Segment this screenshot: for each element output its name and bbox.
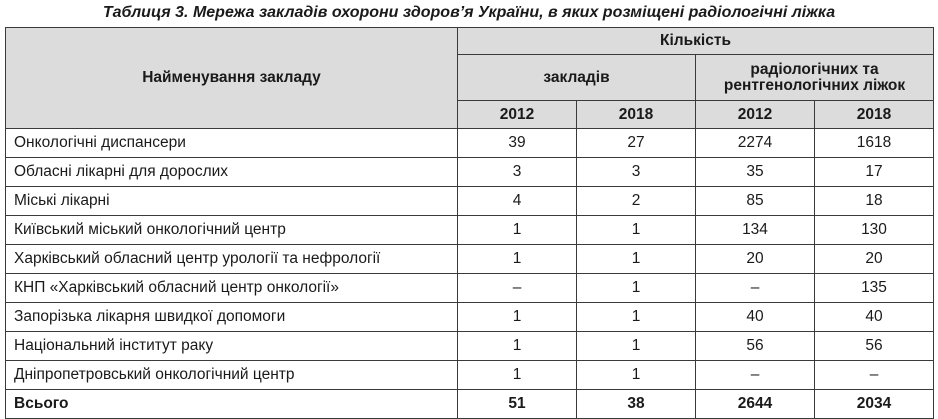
header-row-quantity [6,28,934,55]
beds-2012: 40 [696,303,815,332]
table-row [6,332,934,361]
beds-2018: 40 [815,303,934,332]
total-institutions-2012: 51 [458,390,577,419]
header-year-inst-2018: 2018 [577,101,696,129]
beds-2012: 2274 [696,129,815,158]
beds-2018: – [815,361,934,390]
total-institutions-2018: 38 [577,390,696,419]
beds-2018: 135 [815,274,934,303]
beds-2012: 134 [696,216,815,245]
header-year-beds-2012: 2012 [696,101,815,129]
beds-2012: 35 [696,158,815,187]
institutions-2018: 1 [577,303,696,332]
institutions-2012: – [458,274,577,303]
institution-name: КНП «Харківський обласний центр онкології» [6,274,458,303]
header-institutions: закладів [458,55,696,101]
table-row [6,245,934,274]
table-row [6,303,934,332]
beds-2018: 1618 [815,129,934,158]
institutions-2012: 1 [458,216,577,245]
total-label: Всього [6,390,458,419]
header-year-inst-2012: 2012 [458,101,577,129]
beds-2018: 130 [815,216,934,245]
beds-2012: 56 [696,332,815,361]
institutions-table [5,27,934,419]
total-beds-2018: 2034 [815,390,934,419]
institutions-2018: 1 [577,274,696,303]
beds-2018: 56 [815,332,934,361]
institutions-2018: 1 [577,332,696,361]
institution-name: Онкологічні диспансери [6,129,458,158]
header-quantity: Кількість [458,28,934,55]
beds-2012: – [696,274,815,303]
institution-name: Міські лікарні [6,187,458,216]
table-row [6,361,934,390]
institution-name: Дніпропетровський онкологічний центр [6,361,458,390]
institution-name: Харківський обласний центр урології та нефрології [6,245,458,274]
institutions-2018: 2 [577,187,696,216]
header-year-beds-2018: 2018 [815,101,934,129]
beds-2012: 85 [696,187,815,216]
institutions-2012: 1 [458,332,577,361]
institutions-2012: 1 [458,303,577,332]
institution-name: Обласні лікарні для дорослих [6,158,458,187]
beds-2018: 20 [815,245,934,274]
institutions-2018: 1 [577,361,696,390]
institutions-2012: 4 [458,187,577,216]
institutions-2012: 39 [458,129,577,158]
table-caption: Таблиця 3. Мережа закладів охорони здоров’я України, в яких розміщені радіологічні ліжка [102,4,836,21]
total-beds-2012: 2644 [696,390,815,419]
table-row [6,129,934,158]
institutions-2012: 1 [458,245,577,274]
institutions-2012: 3 [458,158,577,187]
beds-2012: – [696,361,815,390]
institutions-2018: 3 [577,158,696,187]
beds-2018: 17 [815,158,934,187]
institution-name: Київський міський онкологічний центр [6,216,458,245]
table-row [6,158,934,187]
table-row [6,187,934,216]
institution-name: Запорізька лікарня швидкої допомоги [6,303,458,332]
institutions-2018: 1 [577,245,696,274]
table-row [6,274,934,303]
table-row [6,216,934,245]
header-beds: радіологічних та рентгенологічних ліжок [696,55,934,101]
institution-name: Національний інститут раку [6,332,458,361]
beds-2012: 20 [696,245,815,274]
beds-2018: 18 [815,187,934,216]
institutions-2018: 1 [577,216,696,245]
institutions-2018: 27 [577,129,696,158]
total-row [6,390,934,419]
header-name-column: Найменування закладу [6,28,458,129]
institutions-2012: 1 [458,361,577,390]
